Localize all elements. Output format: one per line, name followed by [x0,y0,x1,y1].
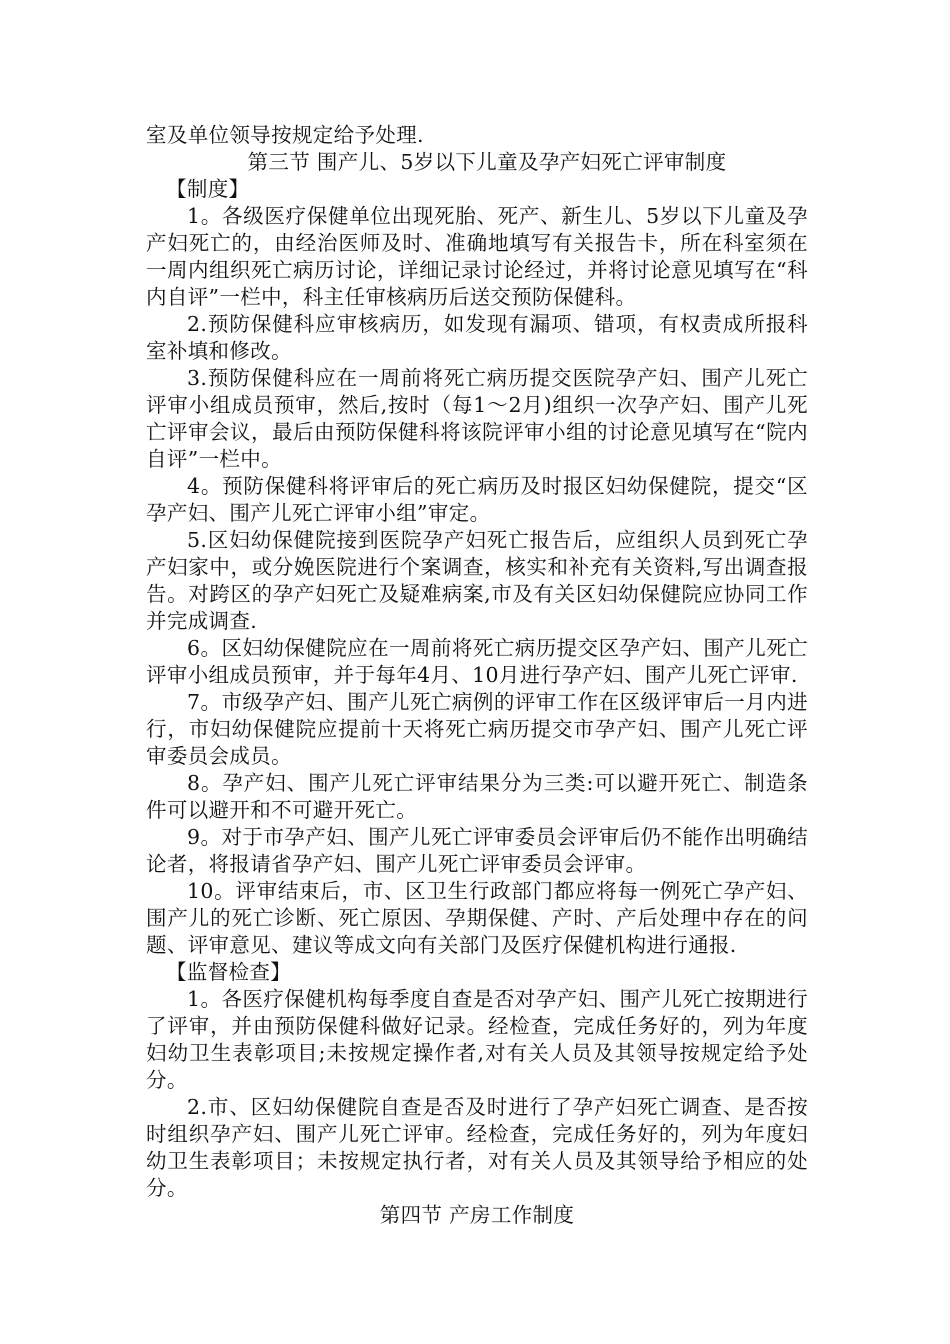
system-item-5: 5.区妇幼保健院接到医院孕产妇死亡报告后，应组织人员到死亡孕产妇家中，或分娩医院进行个案调查，核实和补充有关资料,写出调查报告。对跨区的孕产妇死亡及疑难病案,市及有关区妇幼保健院应协同工作并完成调查. [146,528,808,633]
system-item-7: 7。市级孕产妇、围产儿死亡病例的评审工作在区级评审后一月内进行，市妇幼保健院应提前十天将死亡病历提交市孕产妇、围产儿死亡评审委员会成员。 [146,690,808,768]
section-4-title: 第四节 产房工作制度 [379,1203,575,1227]
system-item-10: 10。评审结束后，市、区卫生行政部门都应将每一例死亡孕产妇、围产儿的死亡诊断、死亡原因、孕期保健、产时、产后处理中存在的问题、评审意见、建议等成文向有关部门及医疗保健机构进行通报. [146,879,808,957]
lead-line: 室及单位领导按规定给予处理. [146,123,424,147]
system-item-2: 2.预防保健科应审核病历，如发现有漏项、错项，有权责成所报科室补填和修改。 [146,312,808,363]
system-item-8: 8。孕产妇、围产儿死亡评审结果分为三类:可以避开死亡、制造条件可以避开和不可避开死亡。 [146,771,808,822]
system-item-6: 6。区妇幼保健院应在一周前将死亡病历提交区孕产妇、围产儿死亡评审小组成员预审，并于每年4月、10月进行孕产妇、围产儿死亡评审. [146,636,808,687]
section-3-title: 第三节 围产儿、5岁以下儿童及孕产妇死亡评审制度 [247,150,727,174]
system-item-1: 1。各级医疗保健单位出现死胎、死产、新生儿、5岁以下儿童及孕产妇死亡的，由经治医师及时、准确地填写有关报告卡，所在科室须在一周内组织死亡病历讨论，详细记录讨论经过，并将讨论意见填写在“科内自评”一栏中，科主任审核病历后送交预防保健科。 [146,204,808,309]
inspection-heading: 【监督检查】 [166,960,292,984]
document-body [146,122,808,1229]
system-heading: 【制度】 [166,177,250,201]
inspection-item-2: 2.市、区妇幼保健院自查是否及时进行了孕产妇死亡调查、是否按时组织孕产妇、围产儿死亡评审。经检查，完成任务好的，列为年度妇幼卫生表彰项目；未按规定执行者，对有关人员及其领导给予相应的处分。 [146,1095,808,1200]
inspection-item-1: 1。各医疗保健机构每季度自查是否对孕产妇、围产儿死亡按期进行了评审，并由预防保健科做好记录。经检查，完成任务好的，列为年度妇幼卫生表彰项目;未按规定操作者,对有关人员及其领导按规定给予处分。 [146,987,808,1092]
system-item-4: 4。预防保健科将评审后的死亡病历及时报区妇幼保健院，提交“区孕产妇、围产儿死亡评审小组”审定。 [146,474,808,525]
system-item-9: 9。对于市孕产妇、围产儿死亡评审委员会评审后仍不能作出明确结论者，将报请省孕产妇、围产儿死亡评审委员会评审。 [146,825,808,876]
system-item-3: 3.预防保健科应在一周前将死亡病历提交医院孕产妇、围产儿死亡评审小组成员预审，然后,按时（每1～2月)组织一次孕产妇、围产儿死亡评审会议，最后由预防保健科将该院评审小组的讨论意见填写在“院内自评”一栏中。 [146,366,808,471]
